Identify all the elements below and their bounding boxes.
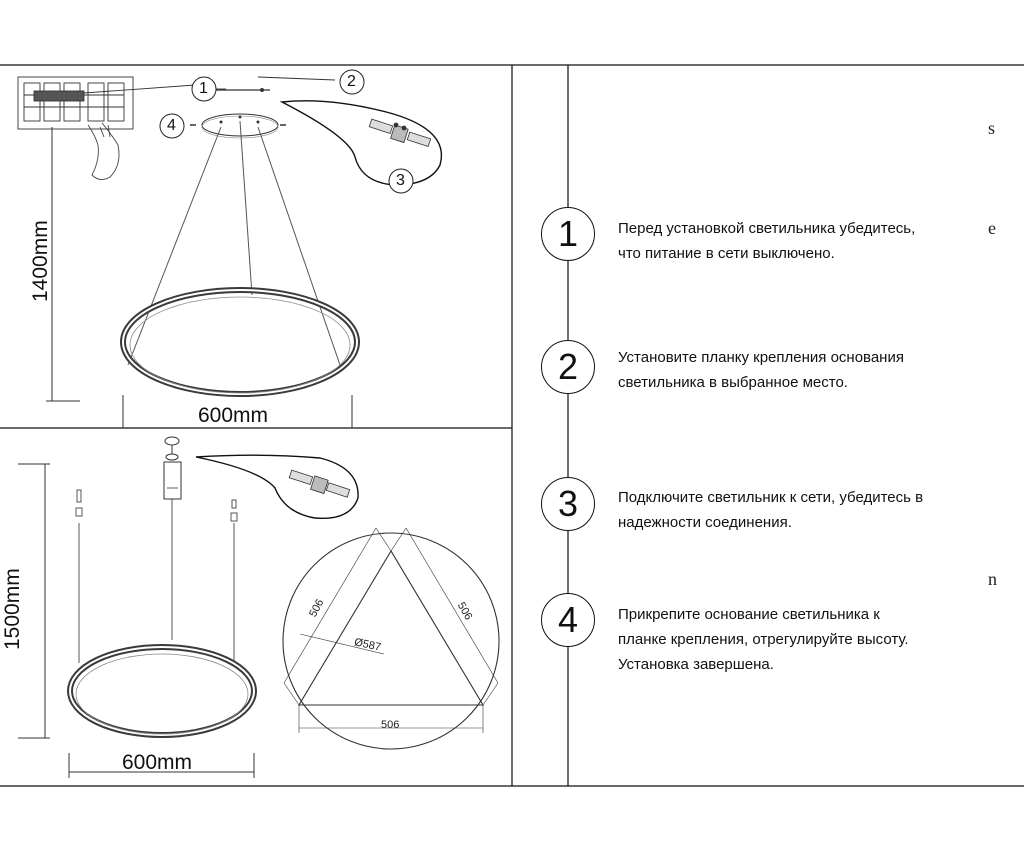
callout-label-3: 3 bbox=[396, 172, 405, 189]
pendant-canopy-icon bbox=[164, 437, 181, 640]
connector-zoom-bubble bbox=[282, 101, 441, 185]
step-text-4: Прикрепите основание светильника к планке крепления, отрегулируйте высоту. Установка завершена. bbox=[618, 606, 909, 673]
margin-letter-e: e bbox=[988, 218, 996, 238]
template-side-right-label: 506 bbox=[454, 600, 475, 623]
suspension-cables bbox=[128, 121, 340, 365]
template-side-bottom-label: 506 bbox=[381, 719, 400, 731]
connector-zoom-bubble-2 bbox=[196, 455, 358, 518]
top-width-label: 600mm bbox=[198, 404, 269, 427]
ring-luminaire-icon-2 bbox=[70, 647, 254, 735]
mounting-template-drawing bbox=[283, 528, 499, 749]
callout-label-4: 4 bbox=[167, 117, 176, 134]
step-number-3: 3 bbox=[541, 477, 595, 531]
step-number-4: 4 bbox=[541, 593, 595, 647]
step-number-1: 1 bbox=[541, 207, 595, 261]
step-text-1: Перед установкой светильника убедитесь, что питание в сети выключено. bbox=[618, 220, 916, 262]
step-number-2: 2 bbox=[541, 340, 595, 394]
bottom-install-diagram bbox=[0, 428, 512, 786]
callout-label-1: 1 bbox=[199, 80, 208, 97]
template-side-left-label: 506 bbox=[307, 597, 327, 620]
margin-letter-n: n bbox=[988, 569, 997, 589]
ring-luminaire-icon bbox=[123, 290, 357, 394]
bottom-width-label: 600mm bbox=[122, 751, 193, 774]
bottom-height-label: 1500mm bbox=[1, 568, 24, 650]
suspension-wires bbox=[76, 490, 237, 663]
top-install-diagram bbox=[0, 65, 512, 428]
hand-icon bbox=[88, 123, 119, 180]
callout-label-2: 2 bbox=[347, 73, 356, 90]
template-diameter-label: Ø587 bbox=[353, 636, 382, 654]
top-height-label: 1400mm bbox=[29, 220, 52, 302]
step-text-3: Подключите светильник к сети, убедитесь в надежности соединения. bbox=[618, 489, 924, 531]
margin-letter-s: s bbox=[988, 118, 996, 138]
step-text-2: Установите планку крепления основания светильника в выбранное место. bbox=[618, 349, 904, 391]
